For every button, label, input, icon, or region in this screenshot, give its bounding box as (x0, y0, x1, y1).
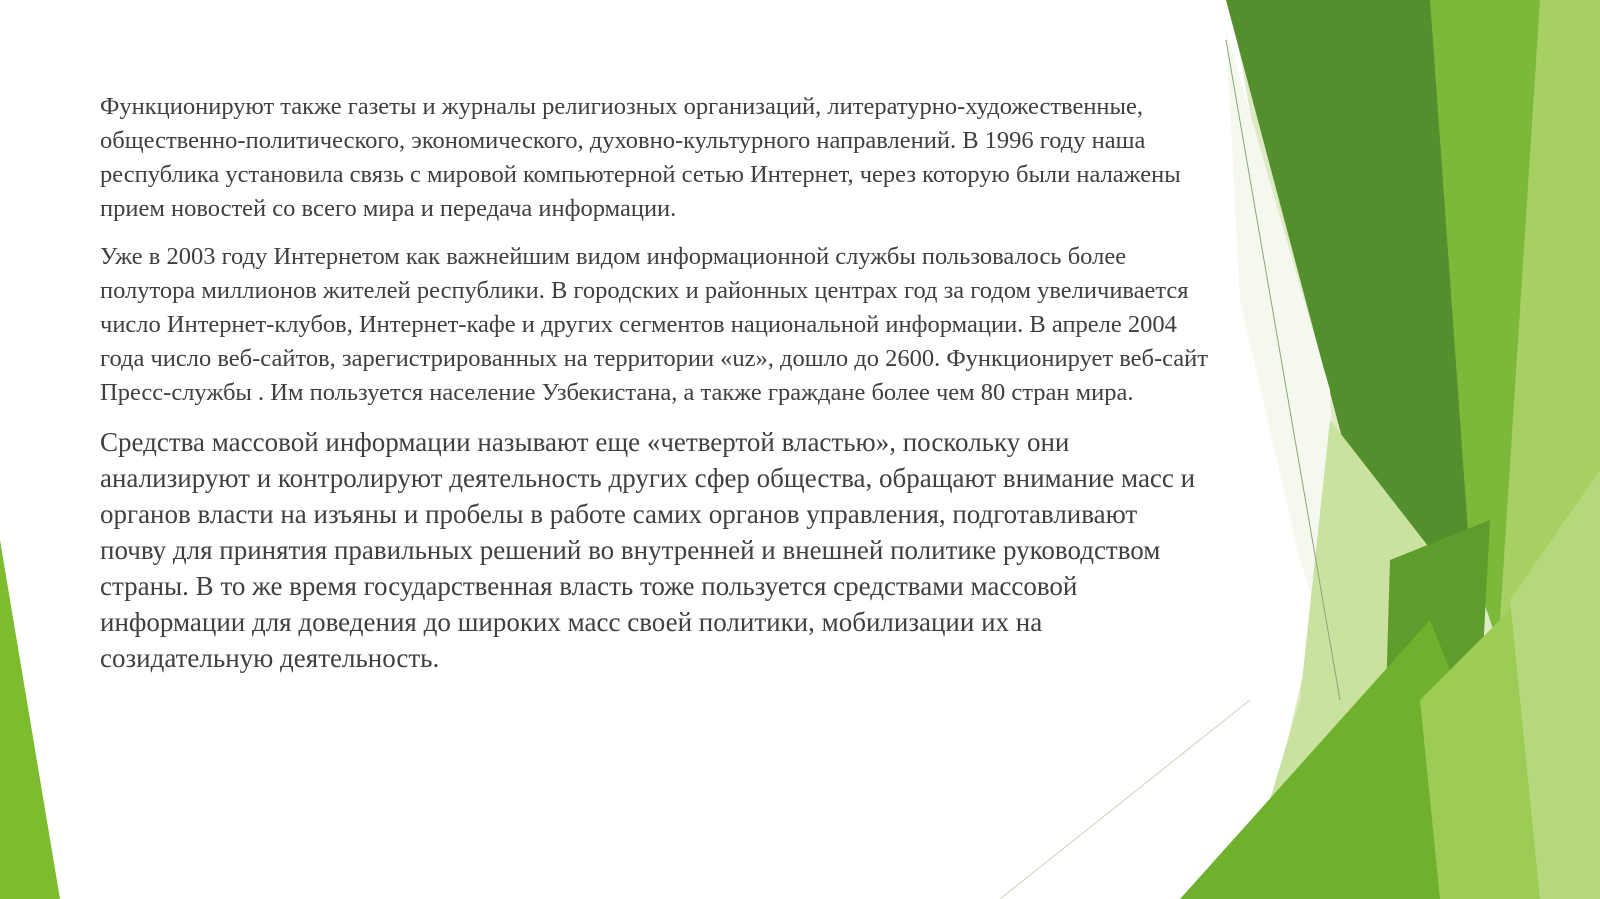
paragraph-2: Уже в 2003 году Интернетом как важнейшим видом информационной службы пользовалось более полутора миллионов жителей республики. В городских и районных центрах год за годом увеличивается число Интернет-клубов, Интернет-кафе и других сегментов национальной информации. В апреле 2004 года число веб-сайтов, зарегистрированных на территории «uz», дошло до 2600. Функционирует веб-сайт Пресс-службы . Им пользуется население Узбекистана, а также граждане более чем 80 стран мира. (100, 243, 1208, 406)
paragraph-1: Функционируют также газеты и журналы религиозных организаций, литературно-художественные, общественно-политического, экономического, духовно-культурного направлений. В 1996 году наша республика установила связь с мировой компьютерной сетью Интернет, через которую были налажены прием новостей со всего мира и передача информации. (100, 93, 1181, 222)
text-content (100, 90, 1210, 690)
facet-left (0, 540, 60, 899)
paragraph-3: Средства массовой информации называют еще «четвертой властью», поскольку они анализируют и контролируют деятельность других сфер общества, обращают внимание масс и органов власти на изъяны и пробелы в работе самих органов управления, подготавливают почву для принятия правильных решений во внутренней и внешней политике руководством страны. В то же время государственная власть тоже пользуется средствами массовой информации для доведения до широких масс своей политики, мобилизации их на созидательную деятельность. (100, 427, 1196, 673)
